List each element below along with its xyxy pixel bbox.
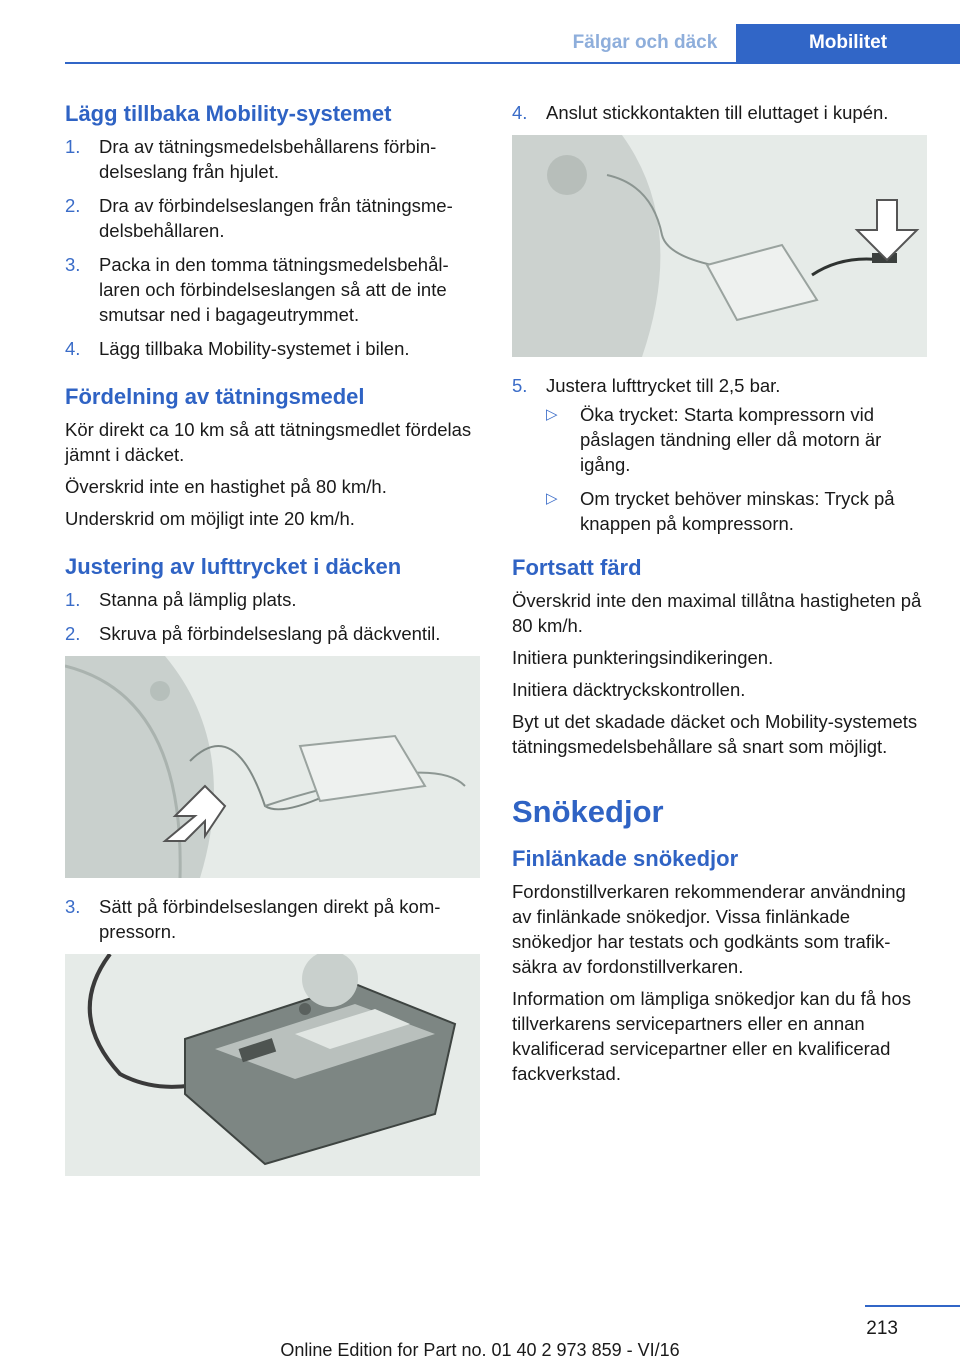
step-number: 1.	[65, 589, 81, 610]
section-title-finlankade: Finlänkade snökedjor	[512, 846, 739, 871]
paragraph: Initiera däcktryckskontrollen.	[512, 679, 746, 700]
edition-footer: Online Edition for Part no. 01 40 2 973 859 - VI/16	[280, 1340, 680, 1360]
paragraph: Överskrid inte en hastighet på 80 km/h.	[65, 476, 387, 497]
right-column	[512, 100, 927, 1093]
list-item	[65, 193, 480, 243]
list-item	[546, 486, 927, 536]
header-rule	[65, 62, 960, 64]
step-text: Dra av tätningsmedelsbehållarens förbindelseslang från hjulet.	[99, 136, 437, 182]
step-number: 3.	[65, 896, 81, 917]
tab-mobilitet[interactable]: Mobilitet	[736, 24, 960, 62]
tab-falgar-och-dack[interactable]: Fälgar och däck	[572, 32, 718, 53]
header-tabs	[554, 24, 960, 62]
step-text: Justera lufttrycket till 2,5 bar.	[546, 375, 781, 396]
steps-justering	[65, 587, 480, 646]
substep-text: Om trycket behöver minskas: Tryck på knappen på kompressorn.	[580, 488, 895, 534]
paragraph: Överskrid inte den maximal tillåtna hastigheten på 80 km/h.	[512, 590, 922, 636]
list-item	[65, 621, 480, 646]
step-number: 2.	[65, 623, 81, 644]
illustration-socket-plug	[512, 135, 927, 357]
paragraph: Byt ut det skadade däcket och Mobility-systemets tätningsmedelsbehållare så snart som möjligt.	[512, 711, 918, 757]
list-item	[546, 402, 927, 477]
page-number: 213	[866, 1318, 898, 1339]
substeps	[546, 402, 927, 536]
step-number: 2.	[65, 195, 81, 216]
chapter-title-snokedjor: Snökedjor	[512, 794, 664, 829]
section-title-fortsatt-fard: Fortsatt färd	[512, 555, 642, 580]
list-item	[512, 100, 927, 125]
illustration-compressor-hose	[65, 954, 480, 1176]
list-item	[65, 336, 480, 361]
list-item	[65, 587, 480, 612]
section-title-fordelning: Fördelning av tätningsmedel	[65, 384, 365, 409]
section-title-justering: Justering av lufttrycket i däcken	[65, 554, 402, 579]
step-text: Anslut stickkontakten till eluttaget i kupén.	[546, 102, 889, 123]
step-text: Stanna på lämplig plats.	[99, 589, 297, 610]
list-item	[65, 134, 480, 184]
step-number: 1.	[65, 136, 81, 157]
list-item	[65, 252, 480, 327]
steps-justering-cont	[65, 894, 480, 944]
triangle-right-icon: ▷	[546, 406, 558, 423]
step-number: 5.	[512, 375, 528, 396]
footer-rule	[865, 1305, 960, 1307]
illustration-valve-connection	[65, 656, 480, 878]
left-column	[65, 100, 480, 1192]
step-text: Dra av förbindelseslangen från tätningsmedelsbehållaren.	[99, 195, 453, 241]
section-title-mobility: Lägg tillbaka Mobility-systemet	[65, 101, 392, 126]
steps-mobility	[65, 134, 480, 361]
step-text: Skruva på förbindelseslang på däckventil.	[99, 623, 441, 644]
paragraph: Initiera punkteringsindikeringen.	[512, 647, 774, 668]
step-number: 4.	[512, 102, 528, 123]
steps-right	[512, 100, 927, 125]
paragraph: Fordonstillverkaren rekommenderar användning av finlänkade snökedjor. Vissa finlänkade snökedjor har testats och godkänts som trafiksäkra av fordonstillverkaren.	[512, 881, 906, 977]
step-text: Sätt på förbindelseslangen direkt på kompressorn.	[99, 896, 441, 942]
step-text: Packa in den tomma tätningsmedelsbehållaren och förbindelseslangen så att de inte smutsar ned i bagageutrymmet.	[99, 254, 449, 325]
substep-text: Öka trycket: Starta kompressorn vid påslagen tändning eller då motorn är igång.	[580, 404, 882, 475]
triangle-right-icon: ▷	[546, 490, 558, 507]
list-item	[65, 894, 480, 944]
list-item	[512, 373, 927, 536]
paragraph: Underskrid om möjligt inte 20 km/h.	[65, 508, 355, 529]
paragraph: Information om lämpliga snökedjor kan du få hos tillverkarens servicepartners eller en annan kvalificerad servicepartner eller en kvalificerad fackverkstad.	[512, 988, 911, 1084]
step-number: 4.	[65, 338, 81, 359]
paragraph: Kör direkt ca 10 km så att tätningsmedlet fördelas jämnt i däcket.	[65, 419, 472, 465]
step-text: Lägg tillbaka Mobility-systemet i bilen.	[99, 338, 410, 359]
step-number: 3.	[65, 254, 81, 275]
steps-right-cont	[512, 373, 927, 536]
